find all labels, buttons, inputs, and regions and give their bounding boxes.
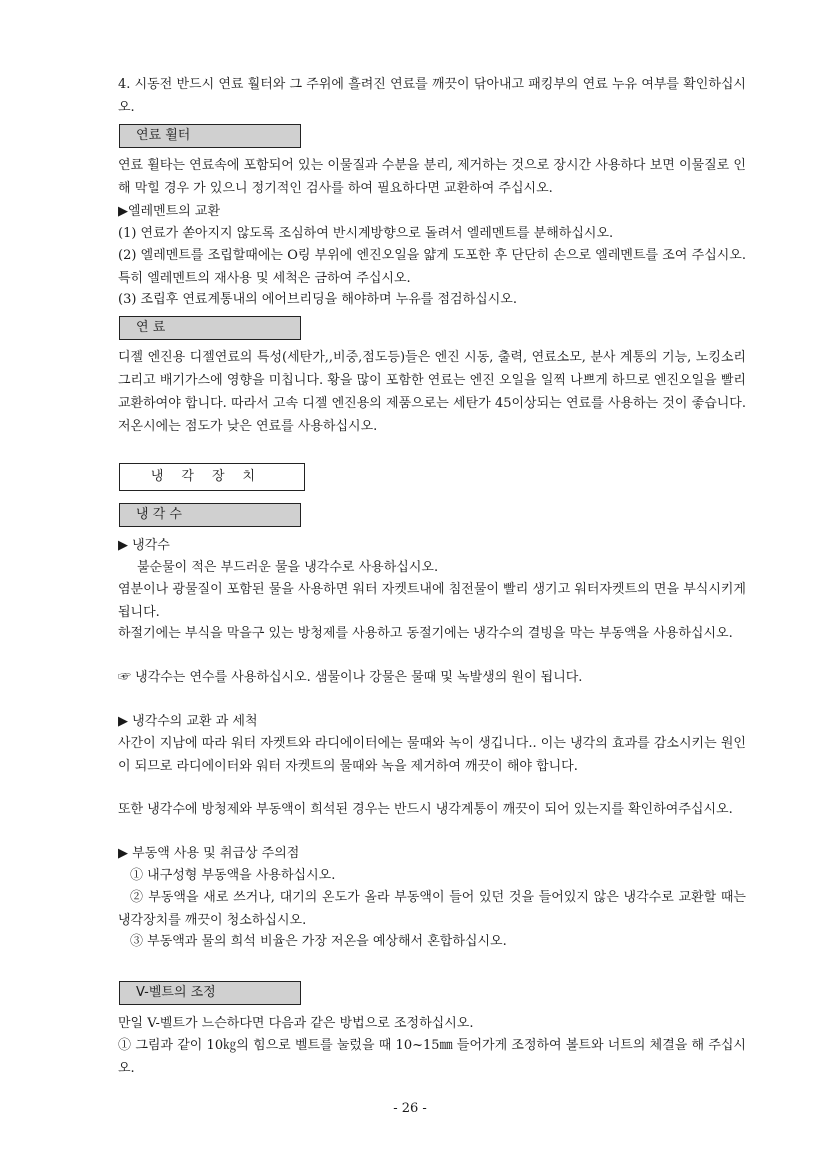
element-exchange-title: ▶엘레멘트의 교환 <box>118 204 221 219</box>
fuel-paragraph: 디젤 엔진용 디젤연료의 특성(세탄가,,비중,점도등)들은 엔진 시동, 출력, 연료소모, 분사 계통의 기능, 노킹소리 그리고 배기가스에 영향을 미칩니다. 황을 많이 포함한 연료는 엔진 오일을 일찍 나쁘게 하므로 엔진오일을 빨리 교환하여야 합니다. 따라서 고속 디젤 엔진용의 제품으로는 세탄가 45이상되는 연료를 사용하는 것이 좋습니다. 저온시에는 점도가 낮은 연료를 사용하십시오. <box>118 350 746 434</box>
antifreeze-item-3: ③ 부동액과 물의 희석 비율은 가장 저온을 예상해서 혼합하십시오. <box>130 934 507 949</box>
section-heading-vbelt: V-벨트의 조정 <box>119 981 301 1005</box>
section-heading-fuel-filter: 연료 휠터 <box>119 124 301 148</box>
coolant-exchange-title: ▶ 냉각수의 교환 과 세척 <box>118 714 258 729</box>
coolant-line-1: 불순물이 적은 부드러운 물을 냉각수로 사용하십시오. <box>137 560 439 575</box>
chapter-heading-cooling-device: 냉각장치 <box>119 463 305 491</box>
vbelt-line-2: ① 그림과 같이 10㎏의 힘으로 벨트를 눌렀을 때 10~15㎜ 들어가게 조정하여 볼트와 너트의 체결을 해 주십시오. <box>118 1038 746 1076</box>
coolant-line-2: 염분이나 광물질이 포함된 물을 사용하면 워터 자켓트내에 침전물이 빨리 생기고 워터자켓트의 면을 부식시키게 됩니다. <box>118 582 746 620</box>
antifreeze-item-2: ② 부동액을 새로 쓰거나, 대기의 온도가 올라 부동액이 들어 있던 것을 들어있지 않은 냉각수로 교환할 때는 냉각장치를 깨끗이 청소하십시오. <box>118 890 746 928</box>
page-number: - 26 - <box>393 1101 427 1116</box>
coolant-exchange-paragraph-2: 또한 냉각수에 방청제와 부동액이 희석된 경우는 반드시 냉각계통이 깨끗이 되어 있는지를 확인하여주십시오. <box>118 802 733 817</box>
antifreeze-title: ▶ 부동액 사용 및 취급상 주의점 <box>118 846 300 861</box>
coolant-note: ☞ 냉각수는 연수를 사용하십시오. 샘물이나 강물은 물때 및 녹발생의 원이 됩니다. <box>118 670 583 685</box>
element-step-2: (2) 엘레멘트를 조립할때에는 O링 부위에 엔진오일을 얇게 도포한 후 단단히 손으로 엘레멘트를 조여 주십시오. 특히 엘레멘트의 재사용 및 세척은 금하여 주십시오. <box>118 248 746 286</box>
coolant-title: ▶ 냉각수 <box>118 538 170 553</box>
coolant-exchange-paragraph-1: 사간이 지남에 따라 워터 자켓트와 라디에이터에는 물때와 녹이 생깁니다.. 이는 냉각의 효과를 감소시키는 원인이 되므로 라디에이터와 워터 자켓트의 물때와 녹을 제거하여 깨끗이 해야 합니다. <box>118 736 746 774</box>
antifreeze-item-1: ① 내구성형 부동액을 사용하십시오. <box>130 868 336 883</box>
coolant-line-3: 하절기에는 부식을 막을구 있는 방청제를 사용하고 동절기에는 냉각수의 결빙을 막는 부동액을 사용하십시오. <box>118 626 733 641</box>
section-heading-fuel: 연 료 <box>119 316 301 340</box>
intro-paragraph: 4. 시동전 반드시 연료 훨터와 그 주위에 흘려진 연료를 깨끗이 닦아내고 패킹부의 연료 누유 여부를 확인하십시오. <box>118 77 746 115</box>
element-step-3: (3) 조립후 연료계통내의 에어브리딩을 해야하며 누유를 점검하십시오. <box>118 292 517 307</box>
element-step-1: (1) 연료가 쏟아지지 않도록 조심하여 반시계방향으로 돌려서 엘레멘트를 분해하십시오. <box>118 226 614 241</box>
fuel-filter-paragraph: 연료 휠타는 연료속에 포함되어 있는 이물질과 수분을 분리, 제거하는 것으로 장시간 사용하다 보면 이물질로 인해 막힐 경우 가 있으니 정기적인 검사를 하여 필요하다면 교환하여 주십시오. <box>118 158 746 196</box>
section-heading-coolant: 냉 각 수 <box>119 503 301 527</box>
vbelt-line-1: 만일 V-벨트가 느슨하다면 다음과 같은 방법으로 조정하십시오. <box>118 1016 474 1031</box>
